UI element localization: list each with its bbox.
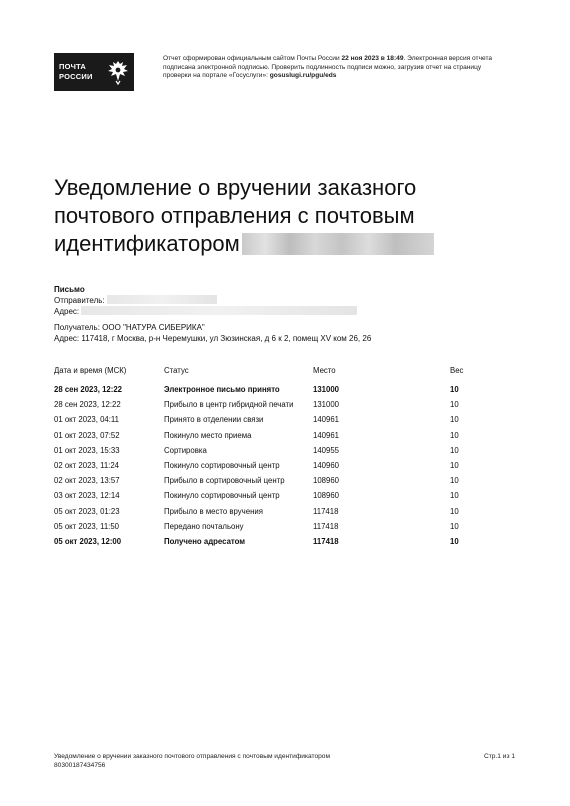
sender-address-row: [54, 306, 357, 317]
table-row: [54, 382, 474, 397]
cell-weight: 10: [450, 430, 459, 440]
cell-place: 108960: [313, 491, 340, 501]
cell-status: Передано почтальону: [164, 521, 244, 531]
report-generation-note: [163, 55, 493, 81]
logo-text: [54, 62, 101, 82]
document-title: [54, 174, 514, 258]
cell-place: 108960: [313, 476, 340, 486]
header-place: Место: [313, 365, 336, 375]
cell-date: 01 окт 2023, 15:33: [54, 445, 120, 455]
recipient-section: [54, 322, 514, 344]
cell-date: 02 окт 2023, 11:24: [54, 461, 120, 471]
redacted-identifier: [242, 233, 434, 255]
header-date: Дата и время (МСК): [54, 365, 127, 375]
cell-place: 131000: [313, 400, 340, 410]
header-weight: Вес: [450, 365, 464, 375]
cell-status: Принято в отделении связи: [164, 415, 264, 425]
cell-date: 03 окт 2023, 12:14: [54, 491, 120, 501]
cell-date: 28 сен 2023, 12:22: [54, 385, 123, 395]
cell-date: 28 сен 2023, 12:22: [54, 400, 121, 410]
redacted-sender-address: [81, 306, 357, 315]
table-row: [54, 534, 474, 549]
cell-weight: 10: [450, 506, 459, 516]
page-number: Стр.1 из 1: [484, 753, 515, 760]
table-row: [54, 504, 474, 519]
cell-place: 140955: [313, 445, 340, 455]
sender-row: [54, 295, 357, 306]
tracking-events-table: [54, 365, 474, 549]
cell-weight: 10: [450, 536, 459, 546]
cell-place: 140961: [313, 430, 340, 440]
cell-status: Прибыло в место вручения: [164, 506, 263, 516]
cell-date: 05 окт 2023, 12:00: [54, 536, 122, 546]
table-row: [54, 428, 474, 443]
letter-section: [54, 284, 357, 317]
cell-weight: 10: [450, 491, 459, 501]
logo-line-2: РОССИИ: [59, 72, 93, 81]
cell-status: Электронное письмо принято: [164, 385, 280, 395]
cell-date: 01 окт 2023, 07:52: [54, 430, 120, 440]
cell-place: 117418: [313, 536, 339, 546]
cell-status: Покинуло сортировочный центр: [164, 491, 280, 501]
redacted-sender: [107, 295, 217, 304]
cell-place: 117418: [313, 506, 339, 516]
cell-weight: 10: [450, 400, 459, 410]
table-body: [54, 382, 474, 549]
recipient-address: Адрес: 117418, г Москва, р-н Черемушки, ул Зюзинская, д 6 к 2, помещ XV ком 26, 26: [54, 334, 372, 343]
verification-link[interactable]: gosuslugi.ru/pgu/eds: [269, 72, 337, 80]
footer-title: Уведомление о вручении заказного почтового отправления с почтовым идентификатором: [54, 753, 330, 760]
cell-weight: 10: [450, 385, 459, 395]
cell-place: 131000: [313, 385, 340, 395]
footer: [54, 752, 330, 770]
cell-weight: 10: [450, 521, 459, 531]
cell-weight: 10: [450, 461, 459, 471]
cell-status: Получено адресатом: [164, 536, 246, 546]
table-row: [54, 412, 474, 427]
cell-date: 05 окт 2023, 11:50: [54, 521, 120, 531]
cell-status: Покинуло место приема: [164, 430, 252, 440]
table-row: [54, 519, 474, 534]
note-part-1: Отчет сформирован официальным сайтом Почты России: [163, 55, 342, 62]
title-text: Уведомление о вручении заказного почтового отправления с почтовым идентификатором: [54, 175, 417, 256]
recipient-name: Получатель: ООО "НАТУРА СИБЕРИКА": [54, 323, 205, 332]
mail-type: Письмо: [54, 285, 85, 294]
cell-status: Прибыло в сортировочный центр: [164, 476, 285, 486]
cell-date: 01 окт 2023, 04:11: [54, 415, 120, 425]
pochta-rossii-logo: [54, 53, 134, 91]
cell-place: 140960: [313, 461, 340, 471]
table-row: [54, 443, 474, 458]
cell-status: Сортировка: [164, 445, 207, 455]
table-row: [54, 458, 474, 473]
cell-place: 140961: [313, 415, 340, 425]
table-row: [54, 473, 474, 488]
cell-weight: 10: [450, 476, 459, 486]
cell-date: 02 окт 2023, 13:57: [54, 476, 120, 486]
table-row: [54, 397, 474, 412]
eagle-emblem-icon: [103, 57, 133, 87]
cell-status: Покинуло сортировочный центр: [164, 461, 280, 471]
cell-status: Прибыло в центр гибридной печати: [164, 400, 294, 410]
header-status: Статус: [164, 365, 189, 375]
report-date: 22 ноя 2023 в 18:49: [341, 55, 404, 62]
cell-date: 05 окт 2023, 01:23: [54, 506, 120, 516]
logo-line-1: ПОЧТА: [59, 62, 87, 71]
note-part-2: . Электронная версия отчета подписана электронной подписью. Проверить подлинность подписи можно, загрузив отчет на страницу проверки на портале «Госуслуги»:: [163, 55, 493, 80]
footer-tracking-number: 80300187434756: [54, 762, 106, 769]
cell-place: 117418: [313, 521, 339, 531]
table-row: [54, 488, 474, 503]
cell-weight: 10: [450, 415, 459, 425]
sender-address-label: Адрес:: [54, 307, 80, 316]
sender-label: Отправитель:: [54, 296, 105, 305]
table-header-row: [54, 365, 474, 382]
cell-weight: 10: [450, 445, 459, 455]
